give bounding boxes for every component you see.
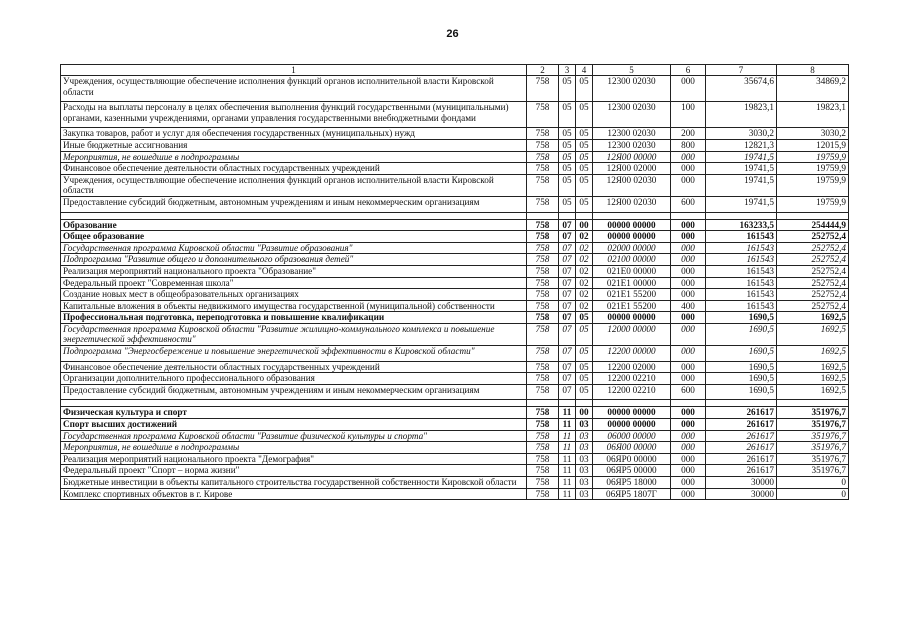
row-amount-1: 261617 (706, 419, 777, 431)
col-header-amount-2: 8 (777, 65, 849, 76)
row-amount-2: 0 (777, 477, 849, 489)
row-amount-1: 19741,5 (706, 151, 777, 163)
row-subsection: 02 (576, 277, 593, 289)
row-grbs: 758 (527, 465, 559, 477)
row-name: Капитальные вложения в объекты недвижимого имущества государственной (муниципальной) собственности (61, 300, 527, 312)
row-name: Закупка товаров, работ и услуг для обеспечения государственных (муниципальных) нужд (61, 128, 527, 140)
table-row (61, 488, 849, 500)
row-grbs: 758 (527, 407, 559, 419)
row-expense-type: 000 (671, 76, 706, 102)
spacer-cell (576, 400, 593, 407)
row-name: Финансовое обеспечение деятельности областных государственных учреждений (61, 163, 527, 175)
row-amount-1: 163233,5 (706, 219, 777, 231)
row-target: 12Я00 02030 (593, 174, 671, 196)
spacer-cell (706, 400, 777, 407)
row-subsection: 05 (576, 346, 593, 362)
row-subsection: 05 (576, 76, 593, 102)
row-grbs: 758 (527, 277, 559, 289)
table-row (61, 163, 849, 175)
row-amount-1: 161543 (706, 242, 777, 254)
row-target: 12000 00000 (593, 323, 671, 345)
row-amount-2: 3030,2 (777, 128, 849, 140)
row-amount-2: 19823,1 (777, 102, 849, 128)
row-amount-2: 19759,9 (777, 196, 849, 212)
row-section: 07 (559, 312, 576, 324)
table-row (61, 242, 849, 254)
row-amount-1: 1690,5 (706, 323, 777, 345)
row-amount-1: 261617 (706, 442, 777, 454)
row-subsection: 02 (576, 231, 593, 243)
col-header-subsection: 4 (576, 65, 593, 76)
row-subsection: 05 (576, 373, 593, 385)
row-subsection: 03 (576, 488, 593, 500)
col-header-grbs: 2 (527, 65, 559, 76)
table-row (61, 465, 849, 477)
row-target: 00000 00000 (593, 407, 671, 419)
row-amount-2: 351976,7 (777, 442, 849, 454)
row-amount-2: 252752,4 (777, 300, 849, 312)
row-section: 05 (559, 196, 576, 212)
row-target: 06ЯР5 1807Г (593, 488, 671, 500)
row-subsection: 05 (576, 312, 593, 324)
row-target: 06ЯР5 00000 (593, 465, 671, 477)
row-expense-type: 000 (671, 361, 706, 373)
row-name: Финансовое обеспечение деятельности областных государственных учреждений (61, 361, 527, 373)
row-amount-1: 30000 (706, 488, 777, 500)
row-name: Организации дополнительного профессионального образования (61, 373, 527, 385)
row-amount-2: 1692,5 (777, 346, 849, 362)
row-amount-1: 161543 (706, 231, 777, 243)
row-expense-type: 000 (671, 312, 706, 324)
spacer-cell (559, 212, 576, 219)
row-name: Предоставление субсидий бюджетным, автономным учреждениям и иным некоммерческим организациям (61, 384, 527, 400)
row-amount-2: 34869,2 (777, 76, 849, 102)
row-subsection: 02 (576, 242, 593, 254)
spacer-cell (593, 212, 671, 219)
spacer-cell (706, 212, 777, 219)
row-amount-2: 351976,7 (777, 465, 849, 477)
row-subsection: 00 (576, 407, 593, 419)
row-subsection: 05 (576, 361, 593, 373)
row-amount-2: 252752,4 (777, 265, 849, 277)
row-name: Государственная программа Кировской области "Развитие образования" (61, 242, 527, 254)
row-grbs: 758 (527, 254, 559, 266)
row-name: Федеральный проект "Современная школа" (61, 277, 527, 289)
table-row (61, 430, 849, 442)
row-target: 021E1 00000 (593, 277, 671, 289)
row-grbs: 758 (527, 419, 559, 431)
row-section: 11 (559, 453, 576, 465)
row-grbs: 758 (527, 174, 559, 196)
row-target: 12300 02030 (593, 102, 671, 128)
row-target: 06000 00000 (593, 430, 671, 442)
row-amount-1: 3030,2 (706, 128, 777, 140)
row-name: Общее образование (61, 231, 527, 243)
row-amount-1: 161543 (706, 265, 777, 277)
row-subsection: 05 (576, 384, 593, 400)
row-subsection: 05 (576, 174, 593, 196)
row-target: 021E1 55200 (593, 289, 671, 301)
row-grbs: 758 (527, 231, 559, 243)
row-name: Иные бюджетные ассигнования (61, 139, 527, 151)
row-expense-type: 000 (671, 277, 706, 289)
row-grbs: 758 (527, 477, 559, 489)
row-grbs: 758 (527, 163, 559, 175)
row-name: Государственная программа Кировской области "Развитие физической культуры и спорта" (61, 430, 527, 442)
row-grbs: 758 (527, 384, 559, 400)
row-grbs: 758 (527, 196, 559, 212)
row-amount-1: 161543 (706, 277, 777, 289)
row-name: Спорт высших достижений (61, 419, 527, 431)
header-row (61, 65, 849, 76)
row-expense-type: 000 (671, 407, 706, 419)
spacer-cell (61, 400, 527, 407)
row-amount-2: 19759,9 (777, 174, 849, 196)
row-section: 07 (559, 265, 576, 277)
row-amount-2: 351976,7 (777, 407, 849, 419)
row-amount-2: 0 (777, 488, 849, 500)
table-row (61, 312, 849, 324)
row-subsection: 05 (576, 163, 593, 175)
row-name: Реализация мероприятий национального проекта "Демография" (61, 453, 527, 465)
row-target: 12300 02030 (593, 76, 671, 102)
row-grbs: 758 (527, 488, 559, 500)
row-section: 07 (559, 242, 576, 254)
table-row (61, 419, 849, 431)
row-amount-1: 19823,1 (706, 102, 777, 128)
row-expense-type: 200 (671, 128, 706, 140)
table-row (61, 151, 849, 163)
row-target: 12Я00 02000 (593, 163, 671, 175)
row-amount-2: 1692,5 (777, 361, 849, 373)
table-row (61, 407, 849, 419)
row-amount-1: 1690,5 (706, 373, 777, 385)
row-expense-type: 000 (671, 219, 706, 231)
row-target: 12Я00 02030 (593, 196, 671, 212)
row-amount-2: 351976,7 (777, 453, 849, 465)
row-name: Подпрограмма "Развитие общего и дополнительного образования детей" (61, 254, 527, 266)
row-target: 00000 00000 (593, 231, 671, 243)
row-subsection: 03 (576, 465, 593, 477)
col-header-expense-type: 6 (671, 65, 706, 76)
row-expense-type: 400 (671, 300, 706, 312)
row-target: 06ЯР5 18000 (593, 477, 671, 489)
row-expense-type: 100 (671, 102, 706, 128)
table-row (61, 265, 849, 277)
row-section: 05 (559, 102, 576, 128)
spacer-cell (777, 400, 849, 407)
row-amount-2: 1692,5 (777, 323, 849, 345)
spacer-cell (593, 400, 671, 407)
row-expense-type: 000 (671, 346, 706, 362)
spacer-cell (576, 212, 593, 219)
row-amount-2: 252752,4 (777, 231, 849, 243)
row-section: 05 (559, 76, 576, 102)
row-name: Федеральный проект "Спорт – норма жизни" (61, 465, 527, 477)
row-amount-2: 254444,9 (777, 219, 849, 231)
row-section: 07 (559, 346, 576, 362)
table-row (61, 373, 849, 385)
row-grbs: 758 (527, 312, 559, 324)
table-row (61, 442, 849, 454)
spacer-cell (527, 212, 559, 219)
row-target: 12200 02210 (593, 373, 671, 385)
col-header-name: 1 (61, 65, 527, 76)
row-grbs: 758 (527, 442, 559, 454)
row-target: 12200 00000 (593, 346, 671, 362)
row-grbs: 758 (527, 139, 559, 151)
row-expense-type: 000 (671, 442, 706, 454)
row-amount-2: 1692,5 (777, 312, 849, 324)
spacer-cell (559, 400, 576, 407)
row-section: 11 (559, 488, 576, 500)
row-amount-1: 261617 (706, 465, 777, 477)
row-amount-1: 1690,5 (706, 346, 777, 362)
row-subsection: 03 (576, 477, 593, 489)
row-amount-1: 19741,5 (706, 196, 777, 212)
row-section: 11 (559, 442, 576, 454)
row-section: 07 (559, 219, 576, 231)
row-section: 11 (559, 465, 576, 477)
row-subsection: 05 (576, 151, 593, 163)
row-target: 00000 00000 (593, 419, 671, 431)
table-row (61, 219, 849, 231)
row-grbs: 758 (527, 323, 559, 345)
row-amount-1: 12821,3 (706, 139, 777, 151)
row-expense-type: 000 (671, 477, 706, 489)
row-name: Учреждения, осуществляющие обеспечение исполнения функций органов исполнительной власти Кировской области (61, 76, 527, 102)
row-subsection: 05 (576, 196, 593, 212)
budget-table (60, 64, 849, 500)
row-name: Бюджетные инвестиции в объекты капитального строительства государственной собственности Кировской области (61, 477, 527, 489)
row-amount-1: 261617 (706, 407, 777, 419)
row-grbs: 758 (527, 151, 559, 163)
row-grbs: 758 (527, 265, 559, 277)
row-name: Комплекс спортивных объектов в г. Кирове (61, 488, 527, 500)
row-grbs: 758 (527, 373, 559, 385)
table-row (61, 231, 849, 243)
row-amount-1: 19741,5 (706, 174, 777, 196)
col-header-target: 5 (593, 65, 671, 76)
row-section: 05 (559, 128, 576, 140)
table-row (61, 254, 849, 266)
row-amount-2: 351976,7 (777, 419, 849, 431)
table-row (61, 289, 849, 301)
row-amount-1: 261617 (706, 430, 777, 442)
row-amount-2: 1692,5 (777, 384, 849, 400)
row-grbs: 758 (527, 300, 559, 312)
row-subsection: 05 (576, 102, 593, 128)
row-subsection: 02 (576, 289, 593, 301)
row-section: 05 (559, 151, 576, 163)
row-grbs: 758 (527, 346, 559, 362)
row-target: 12300 02030 (593, 139, 671, 151)
row-amount-1: 161543 (706, 254, 777, 266)
row-target: 021E0 00000 (593, 265, 671, 277)
spacer-cell (671, 212, 706, 219)
row-subsection: 03 (576, 430, 593, 442)
row-target: 02100 00000 (593, 254, 671, 266)
row-name: Реализация мероприятий национального проекта "Образование" (61, 265, 527, 277)
row-expense-type: 000 (671, 151, 706, 163)
row-grbs: 758 (527, 242, 559, 254)
row-expense-type: 000 (671, 254, 706, 266)
row-target: 00000 00000 (593, 312, 671, 324)
row-amount-2: 252752,4 (777, 254, 849, 266)
row-subsection: 05 (576, 139, 593, 151)
row-grbs: 758 (527, 361, 559, 373)
row-section: 05 (559, 174, 576, 196)
row-section: 11 (559, 430, 576, 442)
row-section: 07 (559, 361, 576, 373)
row-expense-type: 600 (671, 196, 706, 212)
table-row (61, 76, 849, 102)
row-name: Учреждения, осуществляющие обеспечение исполнения функций органов исполнительной власти Кировской области (61, 174, 527, 196)
row-subsection: 05 (576, 128, 593, 140)
row-section: 11 (559, 477, 576, 489)
row-amount-1: 1690,5 (706, 312, 777, 324)
row-amount-2: 19759,9 (777, 163, 849, 175)
row-subsection: 03 (576, 453, 593, 465)
col-header-amount-1: 7 (706, 65, 777, 76)
row-expense-type: 000 (671, 231, 706, 243)
row-amount-1: 30000 (706, 477, 777, 489)
row-section: 07 (559, 231, 576, 243)
row-grbs: 758 (527, 102, 559, 128)
row-name: Образование (61, 219, 527, 231)
row-expense-type: 000 (671, 289, 706, 301)
table-row (61, 174, 849, 196)
row-name: Профессиональная подготовка, переподготовка и повышение квалификации (61, 312, 527, 324)
row-target: 12200 02210 (593, 384, 671, 400)
table-row (61, 300, 849, 312)
spacer-cell (777, 212, 849, 219)
row-target: 12300 02030 (593, 128, 671, 140)
row-expense-type: 000 (671, 323, 706, 345)
row-amount-2: 12015,9 (777, 139, 849, 151)
row-amount-2: 252752,4 (777, 277, 849, 289)
row-section: 07 (559, 254, 576, 266)
table-row (61, 361, 849, 373)
col-header-section: 3 (559, 65, 576, 76)
row-section: 11 (559, 407, 576, 419)
row-amount-1: 1690,5 (706, 384, 777, 400)
row-expense-type: 000 (671, 419, 706, 431)
row-name: Мероприятия, не вошедшие в подпрограммы (61, 151, 527, 163)
spacer-row (61, 212, 849, 219)
row-subsection: 02 (576, 300, 593, 312)
table-row (61, 277, 849, 289)
row-grbs: 758 (527, 289, 559, 301)
table-row (61, 477, 849, 489)
table-row (61, 384, 849, 400)
row-expense-type: 000 (671, 163, 706, 175)
row-target: 06Я00 00000 (593, 442, 671, 454)
row-section: 07 (559, 323, 576, 345)
row-amount-2: 252752,4 (777, 289, 849, 301)
table-row (61, 102, 849, 128)
spacer-cell (671, 400, 706, 407)
row-name: Подпрограмма "Энергосбережение и повышение энергетической эффективности в Кировской области" (61, 346, 527, 362)
row-expense-type: 000 (671, 453, 706, 465)
row-name: Государственная программа Кировской области "Развитие жилищно-коммунального комплекса и повышение энергетической эффективности" (61, 323, 527, 345)
row-section: 07 (559, 300, 576, 312)
row-expense-type: 800 (671, 139, 706, 151)
spacer-cell (527, 400, 559, 407)
row-section: 07 (559, 373, 576, 385)
table-row (61, 128, 849, 140)
row-amount-2: 252752,4 (777, 242, 849, 254)
row-amount-1: 35674,6 (706, 76, 777, 102)
row-target: 12Я00 00000 (593, 151, 671, 163)
table-row (61, 346, 849, 362)
row-target: 00000 00000 (593, 219, 671, 231)
row-amount-2: 1692,5 (777, 373, 849, 385)
row-subsection: 03 (576, 442, 593, 454)
row-subsection: 02 (576, 265, 593, 277)
row-target: 02000 00000 (593, 242, 671, 254)
row-name: Создание новых мест в общеобразовательных организациях (61, 289, 527, 301)
row-grbs: 758 (527, 128, 559, 140)
row-name: Мероприятия, не вошедшие в подпрограммы (61, 442, 527, 454)
row-expense-type: 000 (671, 488, 706, 500)
row-amount-1: 161543 (706, 300, 777, 312)
table-row (61, 323, 849, 345)
row-name: Предоставление субсидий бюджетным, автономным учреждениям и иным некоммерческим организациям (61, 196, 527, 212)
row-name: Расходы на выплаты персоналу в целях обеспечения выполнения функций государственными (муниципальными) органами, казенными учреждениями, органами управления государственными внебюджетными фондами (61, 102, 527, 128)
row-section: 11 (559, 419, 576, 431)
row-amount-2: 351976,7 (777, 430, 849, 442)
page-number: 26 (446, 28, 459, 40)
row-subsection: 00 (576, 219, 593, 231)
table-row (61, 453, 849, 465)
row-expense-type: 000 (671, 430, 706, 442)
row-grbs: 758 (527, 430, 559, 442)
row-target: 021E1 55200 (593, 300, 671, 312)
row-section: 07 (559, 277, 576, 289)
row-section: 07 (559, 384, 576, 400)
row-expense-type: 000 (671, 174, 706, 196)
row-expense-type: 000 (671, 373, 706, 385)
row-amount-2: 19759,9 (777, 151, 849, 163)
row-section: 05 (559, 139, 576, 151)
row-expense-type: 000 (671, 242, 706, 254)
spacer-cell (61, 212, 527, 219)
row-amount-1: 1690,5 (706, 361, 777, 373)
row-subsection: 05 (576, 323, 593, 345)
table-row (61, 196, 849, 212)
row-grbs: 758 (527, 76, 559, 102)
row-expense-type: 000 (671, 465, 706, 477)
row-target: 06ЯР0 00000 (593, 453, 671, 465)
row-expense-type: 000 (671, 265, 706, 277)
row-amount-1: 161543 (706, 289, 777, 301)
row-name: Физическая культура и спорт (61, 407, 527, 419)
row-subsection: 03 (576, 419, 593, 431)
row-amount-1: 261617 (706, 453, 777, 465)
row-section: 07 (559, 289, 576, 301)
row-grbs: 758 (527, 453, 559, 465)
row-section: 05 (559, 163, 576, 175)
row-grbs: 758 (527, 219, 559, 231)
row-amount-1: 19741,5 (706, 163, 777, 175)
table-row (61, 139, 849, 151)
spacer-row (61, 400, 849, 407)
row-target: 12200 02000 (593, 361, 671, 373)
row-subsection: 02 (576, 254, 593, 266)
row-expense-type: 600 (671, 384, 706, 400)
